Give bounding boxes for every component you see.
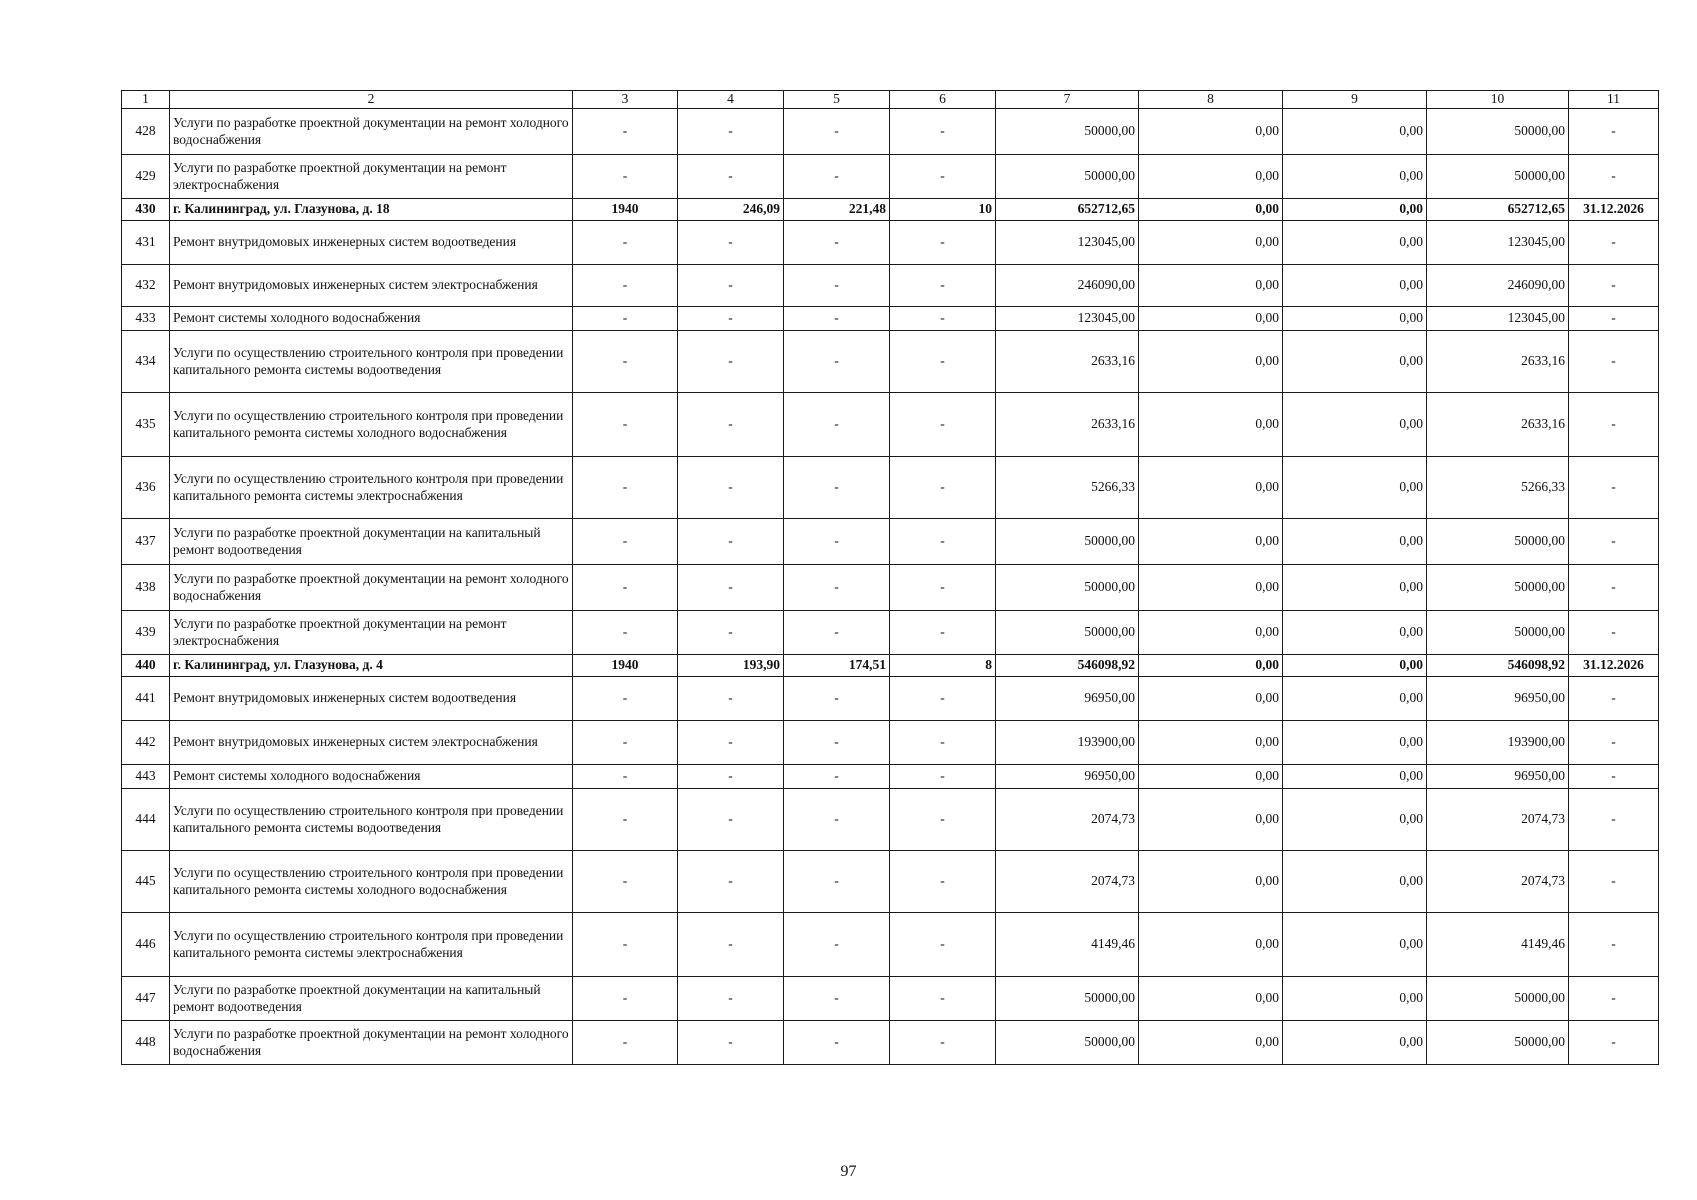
col7-cell: 246090,00 (996, 265, 1139, 307)
col4-cell: - (678, 221, 784, 265)
col10-cell: 2074,73 (1427, 851, 1569, 913)
work-name-cell: Услуги по разработке проектной документации на капитальный ремонт водоотведения (170, 519, 573, 565)
col9-cell: 0,00 (1283, 307, 1427, 331)
col5-cell: - (784, 611, 890, 655)
table-row (122, 265, 1659, 307)
col11-cell: - (1569, 789, 1659, 851)
col5-cell: - (784, 109, 890, 155)
col6-cell: - (890, 677, 996, 721)
work-name-cell: Услуги по разработке проектной документации на ремонт холодного водоснабжения (170, 565, 573, 611)
col4-cell: - (678, 155, 784, 199)
row-number-cell: 444 (122, 789, 170, 851)
col5-cell: - (784, 721, 890, 765)
col5-cell: - (784, 1021, 890, 1065)
table-row (122, 611, 1659, 655)
col9-cell: 0,00 (1283, 331, 1427, 393)
column-header: 10 (1427, 91, 1569, 109)
col4-cell: - (678, 393, 784, 457)
col8-cell: 0,00 (1139, 977, 1283, 1021)
col5-cell: - (784, 913, 890, 977)
col5-cell: - (784, 977, 890, 1021)
col4-cell: - (678, 677, 784, 721)
col7-cell: 123045,00 (996, 221, 1139, 265)
col7-cell: 2074,73 (996, 789, 1139, 851)
col11-cell: - (1569, 565, 1659, 611)
col10-cell: 50000,00 (1427, 611, 1569, 655)
col10-cell: 2633,16 (1427, 393, 1569, 457)
col5-cell: - (784, 519, 890, 565)
work-name-cell: Услуги по осуществлению строительного контроля при проведении капитального ремонта системы холодного водоснабжения (170, 851, 573, 913)
col8-cell: 0,00 (1139, 765, 1283, 789)
col8-cell: 0,00 (1139, 611, 1283, 655)
row-number-cell: 430 (122, 199, 170, 221)
col3-cell: - (573, 109, 678, 155)
col10-cell: 50000,00 (1427, 519, 1569, 565)
col11-cell: - (1569, 155, 1659, 199)
col11-cell: - (1569, 765, 1659, 789)
col10-cell: 246090,00 (1427, 265, 1569, 307)
col8-cell: 0,00 (1139, 789, 1283, 851)
col7-cell: 50000,00 (996, 155, 1139, 199)
col11-cell: - (1569, 109, 1659, 155)
column-header: 7 (996, 91, 1139, 109)
work-name-cell: Услуги по разработке проектной документации на ремонт электроснабжения (170, 155, 573, 199)
work-name-cell: Услуги по разработке проектной документации на ремонт холодного водоснабжения (170, 109, 573, 155)
col7-cell: 50000,00 (996, 109, 1139, 155)
col7-cell: 5266,33 (996, 457, 1139, 519)
col9-cell: 0,00 (1283, 677, 1427, 721)
col11-cell: - (1569, 677, 1659, 721)
col6-cell: - (890, 611, 996, 655)
work-name-cell: Услуги по осуществлению строительного контроля при проведении капитального ремонта системы холодного водоснабжения (170, 393, 573, 457)
column-header: 1 (122, 91, 170, 109)
work-name-cell: Ремонт системы холодного водоснабжения (170, 307, 573, 331)
row-number-cell: 447 (122, 977, 170, 1021)
col10-cell: 4149,46 (1427, 913, 1569, 977)
work-name-cell: Услуги по разработке проектной документации на ремонт электроснабжения (170, 611, 573, 655)
row-number-cell: 442 (122, 721, 170, 765)
col6-cell: - (890, 307, 996, 331)
col8-cell: 0,00 (1139, 655, 1283, 677)
column-header: 9 (1283, 91, 1427, 109)
row-number-cell: 428 (122, 109, 170, 155)
table-row (122, 851, 1659, 913)
col4-cell: - (678, 721, 784, 765)
col5-cell: - (784, 155, 890, 199)
col4-cell: 193,90 (678, 655, 784, 677)
col4-cell: - (678, 265, 784, 307)
col4-cell: 246,09 (678, 199, 784, 221)
table-row (122, 721, 1659, 765)
col3-cell: 1940 (573, 199, 678, 221)
col8-cell: 0,00 (1139, 519, 1283, 565)
col9-cell: 0,00 (1283, 977, 1427, 1021)
table-row (122, 677, 1659, 721)
column-number-row (122, 91, 1659, 109)
col6-cell: - (890, 155, 996, 199)
row-number-cell: 439 (122, 611, 170, 655)
row-number-cell: 429 (122, 155, 170, 199)
address-row (122, 199, 1659, 221)
col5-cell: - (784, 457, 890, 519)
col4-cell: - (678, 109, 784, 155)
table-row (122, 221, 1659, 265)
col3-cell: - (573, 565, 678, 611)
col5-cell: - (784, 765, 890, 789)
row-number-cell: 434 (122, 331, 170, 393)
col6-cell: 10 (890, 199, 996, 221)
table-row (122, 1021, 1659, 1065)
row-number-cell: 436 (122, 457, 170, 519)
col5-cell: - (784, 265, 890, 307)
col6-cell: - (890, 519, 996, 565)
col3-cell: - (573, 721, 678, 765)
col7-cell: 50000,00 (996, 611, 1139, 655)
col10-cell: 2074,73 (1427, 789, 1569, 851)
column-header: 5 (784, 91, 890, 109)
col5-cell: - (784, 789, 890, 851)
col8-cell: 0,00 (1139, 307, 1283, 331)
table-row (122, 765, 1659, 789)
col10-cell: 50000,00 (1427, 155, 1569, 199)
col5-cell: 221,48 (784, 199, 890, 221)
col6-cell: - (890, 565, 996, 611)
col10-cell: 50000,00 (1427, 977, 1569, 1021)
address-row (122, 655, 1659, 677)
col3-cell: - (573, 1021, 678, 1065)
col7-cell: 50000,00 (996, 1021, 1139, 1065)
row-number-cell: 440 (122, 655, 170, 677)
col6-cell: - (890, 265, 996, 307)
col5-cell: - (784, 393, 890, 457)
col9-cell: 0,00 (1283, 155, 1427, 199)
col11-cell: - (1569, 331, 1659, 393)
col8-cell: 0,00 (1139, 721, 1283, 765)
col5-cell: - (784, 851, 890, 913)
col7-cell: 4149,46 (996, 913, 1139, 977)
table-row (122, 155, 1659, 199)
col4-cell: - (678, 977, 784, 1021)
col10-cell: 96950,00 (1427, 765, 1569, 789)
col3-cell: - (573, 765, 678, 789)
col10-cell: 652712,65 (1427, 199, 1569, 221)
col6-cell: - (890, 913, 996, 977)
col3-cell: - (573, 677, 678, 721)
col4-cell: - (678, 611, 784, 655)
row-number-cell: 432 (122, 265, 170, 307)
table-row (122, 789, 1659, 851)
col10-cell: 193900,00 (1427, 721, 1569, 765)
table-row (122, 331, 1659, 393)
work-name-cell: г. Калининград, ул. Глазунова, д. 4 (170, 655, 573, 677)
col8-cell: 0,00 (1139, 155, 1283, 199)
col6-cell: - (890, 851, 996, 913)
col3-cell: - (573, 307, 678, 331)
col4-cell: - (678, 851, 784, 913)
col11-cell: - (1569, 393, 1659, 457)
table-row (122, 393, 1659, 457)
row-number-cell: 448 (122, 1021, 170, 1065)
col3-cell: - (573, 913, 678, 977)
col8-cell: 0,00 (1139, 565, 1283, 611)
work-name-cell: Услуги по осуществлению строительного контроля при проведении капитального ремонта системы электроснабжения (170, 457, 573, 519)
work-name-cell: Ремонт внутридомовых инженерных систем водоотведения (170, 221, 573, 265)
work-name-cell: Услуги по разработке проектной документации на капитальный ремонт водоотведения (170, 977, 573, 1021)
col6-cell: - (890, 789, 996, 851)
col7-cell: 50000,00 (996, 519, 1139, 565)
col10-cell: 5266,33 (1427, 457, 1569, 519)
col9-cell: 0,00 (1283, 721, 1427, 765)
col9-cell: 0,00 (1283, 611, 1427, 655)
col3-cell: - (573, 265, 678, 307)
work-name-cell: Ремонт внутридомовых инженерных систем водоотведения (170, 677, 573, 721)
col9-cell: 0,00 (1283, 655, 1427, 677)
col3-cell: - (573, 851, 678, 913)
col9-cell: 0,00 (1283, 265, 1427, 307)
col8-cell: 0,00 (1139, 265, 1283, 307)
col11-cell: - (1569, 519, 1659, 565)
column-header: 4 (678, 91, 784, 109)
col3-cell: - (573, 331, 678, 393)
col3-cell: - (573, 611, 678, 655)
col8-cell: 0,00 (1139, 677, 1283, 721)
col3-cell: - (573, 519, 678, 565)
col10-cell: 50000,00 (1427, 109, 1569, 155)
row-number-cell: 437 (122, 519, 170, 565)
col7-cell: 96950,00 (996, 677, 1139, 721)
col9-cell: 0,00 (1283, 109, 1427, 155)
col11-cell: - (1569, 457, 1659, 519)
col5-cell: - (784, 307, 890, 331)
row-number-cell: 446 (122, 913, 170, 977)
col3-cell: - (573, 457, 678, 519)
col4-cell: - (678, 519, 784, 565)
col8-cell: 0,00 (1139, 221, 1283, 265)
col8-cell: 0,00 (1139, 199, 1283, 221)
work-name-cell: Ремонт системы холодного водоснабжения (170, 765, 573, 789)
col11-cell: 31.12.2026 (1569, 655, 1659, 677)
work-name-cell: Услуги по осуществлению строительного контроля при проведении капитального ремонта системы водоотведения (170, 331, 573, 393)
table-row (122, 307, 1659, 331)
col6-cell: - (890, 221, 996, 265)
register-page (121, 90, 1658, 1065)
column-header: 6 (890, 91, 996, 109)
col11-cell: - (1569, 265, 1659, 307)
col5-cell: 174,51 (784, 655, 890, 677)
col7-cell: 193900,00 (996, 721, 1139, 765)
row-number-cell: 441 (122, 677, 170, 721)
col10-cell: 50000,00 (1427, 1021, 1569, 1065)
col4-cell: - (678, 913, 784, 977)
col11-cell: - (1569, 851, 1659, 913)
col9-cell: 0,00 (1283, 765, 1427, 789)
col4-cell: - (678, 789, 784, 851)
col3-cell: 1940 (573, 655, 678, 677)
col6-cell: - (890, 765, 996, 789)
col11-cell: - (1569, 977, 1659, 1021)
col9-cell: 0,00 (1283, 393, 1427, 457)
col7-cell: 2074,73 (996, 851, 1139, 913)
col9-cell: 0,00 (1283, 851, 1427, 913)
col8-cell: 0,00 (1139, 1021, 1283, 1065)
column-header: 2 (170, 91, 573, 109)
col8-cell: 0,00 (1139, 331, 1283, 393)
col11-cell: - (1569, 913, 1659, 977)
col4-cell: - (678, 565, 784, 611)
col10-cell: 123045,00 (1427, 221, 1569, 265)
col7-cell: 2633,16 (996, 331, 1139, 393)
col11-cell: - (1569, 611, 1659, 655)
col3-cell: - (573, 155, 678, 199)
col9-cell: 0,00 (1283, 221, 1427, 265)
table-row (122, 457, 1659, 519)
col11-cell: - (1569, 721, 1659, 765)
col11-cell: 31.12.2026 (1569, 199, 1659, 221)
col11-cell: - (1569, 307, 1659, 331)
col10-cell: 50000,00 (1427, 565, 1569, 611)
row-number-cell: 445 (122, 851, 170, 913)
table-row (122, 977, 1659, 1021)
table-body (122, 91, 1659, 1065)
table-row (122, 913, 1659, 977)
row-number-cell: 435 (122, 393, 170, 457)
col9-cell: 0,00 (1283, 565, 1427, 611)
col7-cell: 123045,00 (996, 307, 1139, 331)
col4-cell: - (678, 765, 784, 789)
col10-cell: 123045,00 (1427, 307, 1569, 331)
column-header: 3 (573, 91, 678, 109)
col5-cell: - (784, 221, 890, 265)
column-header: 8 (1139, 91, 1283, 109)
row-number-cell: 433 (122, 307, 170, 331)
table-row (122, 565, 1659, 611)
col9-cell: 0,00 (1283, 519, 1427, 565)
work-name-cell: г. Калининград, ул. Глазунова, д. 18 (170, 199, 573, 221)
row-number-cell: 438 (122, 565, 170, 611)
col6-cell: - (890, 457, 996, 519)
col11-cell: - (1569, 1021, 1659, 1065)
col11-cell: - (1569, 221, 1659, 265)
col3-cell: - (573, 977, 678, 1021)
col3-cell: - (573, 221, 678, 265)
work-name-cell: Ремонт внутридомовых инженерных систем электроснабжения (170, 721, 573, 765)
col9-cell: 0,00 (1283, 199, 1427, 221)
row-number-cell: 431 (122, 221, 170, 265)
col9-cell: 0,00 (1283, 913, 1427, 977)
table-row (122, 519, 1659, 565)
table-row (122, 109, 1659, 155)
col5-cell: - (784, 565, 890, 611)
col5-cell: - (784, 677, 890, 721)
col6-cell: - (890, 977, 996, 1021)
col8-cell: 0,00 (1139, 913, 1283, 977)
col10-cell: 546098,92 (1427, 655, 1569, 677)
repair-register-table (121, 90, 1659, 1065)
col4-cell: - (678, 307, 784, 331)
col9-cell: 0,00 (1283, 1021, 1427, 1065)
col7-cell: 652712,65 (996, 199, 1139, 221)
col6-cell: 8 (890, 655, 996, 677)
col7-cell: 50000,00 (996, 977, 1139, 1021)
col4-cell: - (678, 1021, 784, 1065)
col6-cell: - (890, 721, 996, 765)
col7-cell: 546098,92 (996, 655, 1139, 677)
col7-cell: 50000,00 (996, 565, 1139, 611)
col8-cell: 0,00 (1139, 109, 1283, 155)
col5-cell: - (784, 331, 890, 393)
row-number-cell: 443 (122, 765, 170, 789)
col6-cell: - (890, 1021, 996, 1065)
col10-cell: 2633,16 (1427, 331, 1569, 393)
col10-cell: 96950,00 (1427, 677, 1569, 721)
work-name-cell: Услуги по разработке проектной документации на ремонт холодного водоснабжения (170, 1021, 573, 1065)
page-number: 97 (840, 1163, 857, 1180)
col6-cell: - (890, 393, 996, 457)
work-name-cell: Услуги по осуществлению строительного контроля при проведении капитального ремонта системы водоотведения (170, 789, 573, 851)
col8-cell: 0,00 (1139, 457, 1283, 519)
col7-cell: 2633,16 (996, 393, 1139, 457)
col4-cell: - (678, 457, 784, 519)
col9-cell: 0,00 (1283, 789, 1427, 851)
col4-cell: - (678, 331, 784, 393)
col7-cell: 96950,00 (996, 765, 1139, 789)
col3-cell: - (573, 789, 678, 851)
col8-cell: 0,00 (1139, 851, 1283, 913)
col6-cell: - (890, 109, 996, 155)
col8-cell: 0,00 (1139, 393, 1283, 457)
col6-cell: - (890, 331, 996, 393)
column-header: 11 (1569, 91, 1659, 109)
col9-cell: 0,00 (1283, 457, 1427, 519)
col3-cell: - (573, 393, 678, 457)
work-name-cell: Ремонт внутридомовых инженерных систем электроснабжения (170, 265, 573, 307)
work-name-cell: Услуги по осуществлению строительного контроля при проведении капитального ремонта системы электроснабжения (170, 913, 573, 977)
